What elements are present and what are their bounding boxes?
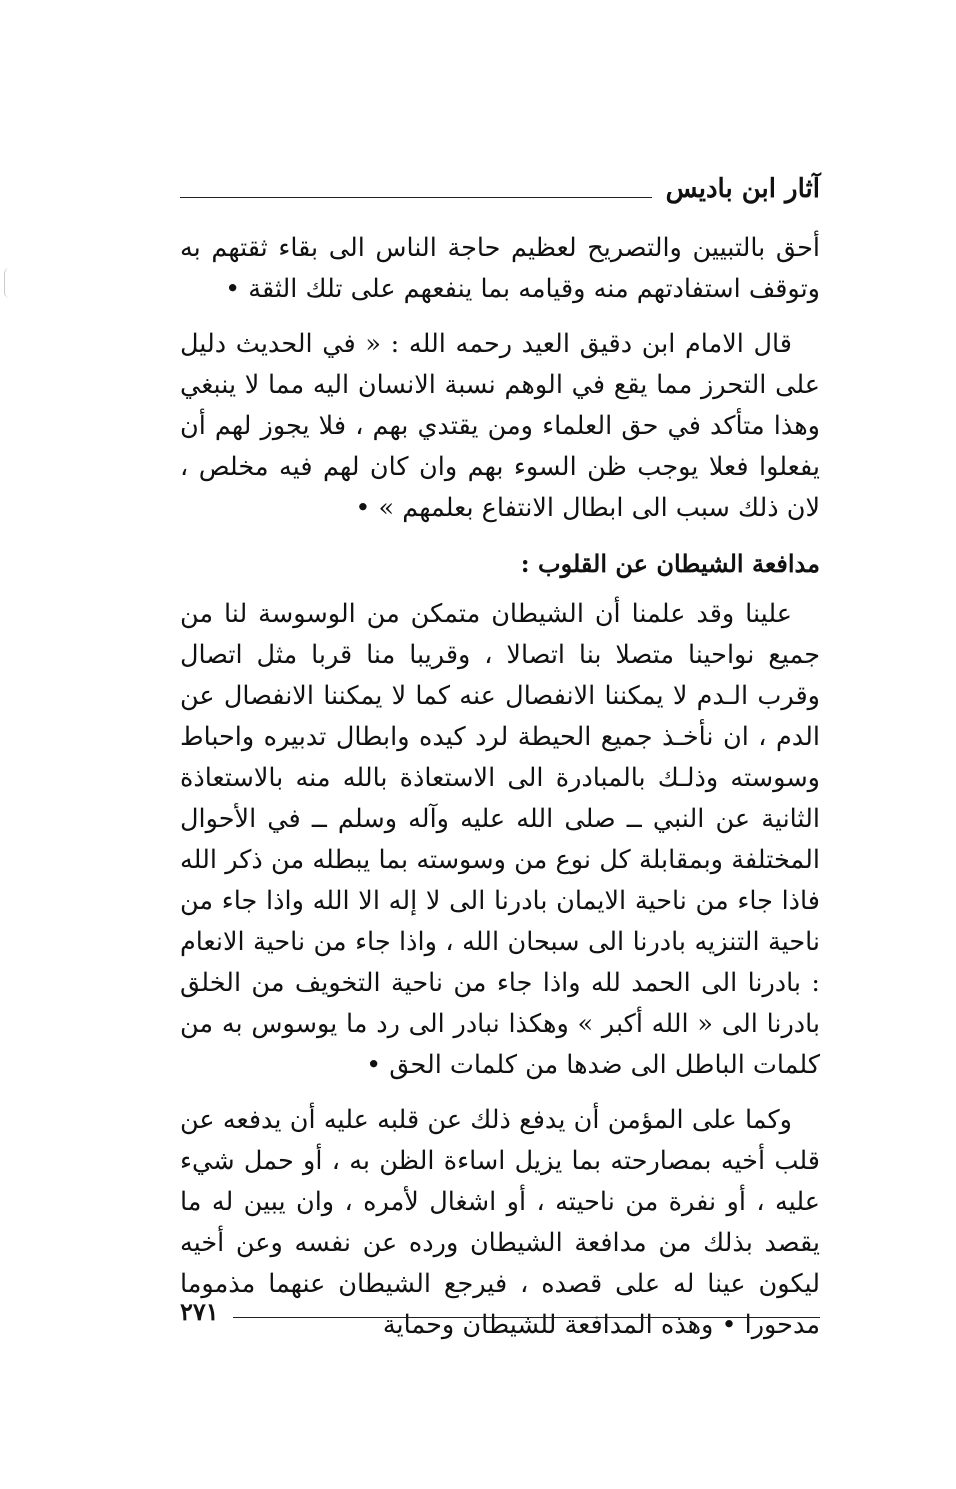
footer-rule bbox=[233, 1317, 820, 1318]
header-rule bbox=[180, 197, 652, 198]
page-body bbox=[180, 228, 820, 1360]
section-heading: مدافعة الشيطان عن القلوب : bbox=[520, 549, 820, 578]
header-title: آثار ابن باديس bbox=[665, 174, 820, 204]
running-header bbox=[180, 168, 820, 208]
paragraph-1: أحق بالتبيين والتصريح لعظيم حاجة الناس الى بقاء ثقتهم به وتوقف استفادتهم منه وقيامه بما ينفعهم على تلك الثقة • bbox=[180, 233, 820, 304]
scan-edge-mark bbox=[4, 268, 15, 298]
page-number: ٢٧١ bbox=[180, 1297, 219, 1326]
paragraph-2-quote: قال الامام ابن دقيق العيد رحمه الله : « في الحديث دليل على التحرز مما يقع في الوهم نسبة الانسان اليه مما لا ينبغي وهذا متأكد في حق العلماء ومن يقتدي بهم ، فلا يجوز لهم أن يفعلوا فعلا يوجب ظن السوء بهم وان كان لهم فيه مخلص ، لان ذلك سبب الى ابطال الانتفاع بعلمهم » • bbox=[180, 329, 820, 523]
paragraph-3: علينا وقد علمنا أن الشيطان متمكن من الوسوسة لنا من جميع نواحينا متصلا بنا اتصالا ، وقريبا منا قربا مثل اتصال وقرب الـدم لا يمكننا الانفصال عنه كما لا يمكننا الانفصال عن الدم ، ان نأخـذ جميع الحيطة لرد كيده وابطال تدبيره واحباط وسوسته وذلـك بالمبادرة الى الاستعاذة بالله منه بالاستعاذة الثانية عن النبي ــ صلى الله عليه وآله وسلم ــ في الأحوال المختلفة وبمقابلة كل نوع من وسوسته بما يبطله من ذكر الله فاذا جاء من ناحية الايمان بادرنا الى لا إله الا الله واذا جاء من ناحية التنزيه بادرنا الى سبحان الله ، واذا جاء من ناحية الانعام : بادرنا الى الحمد لله واذا جاء من ناحية التخويف من الخلق بادرنا الى « الله أكبر » وهكذا نبادر الى رد ما يوسوس به من كلمات الباطل الى ضدها من كلمات الحق • bbox=[180, 599, 820, 1080]
paragraph-4: وكما على المؤمن أن يدفع ذلك عن قلبه عليه أن يدفعه عن قلب أخيه بمصارحته بما يزيل اساءة الظن به ، أو حمل شيء عليه ، أو نفرة من ناحيته ، أو اشغال لأمره ، وان يبين له ما يقصد بذلك من مدافعة الشيطان ورده عن نفسه وعن أخيه ليكون عينا له على قصده ، فيرجع الشيطان عنهما مذموما مدحورا • وهذه المدافعة للشيطان وحماية bbox=[180, 1105, 820, 1340]
page-footer bbox=[180, 1288, 820, 1328]
